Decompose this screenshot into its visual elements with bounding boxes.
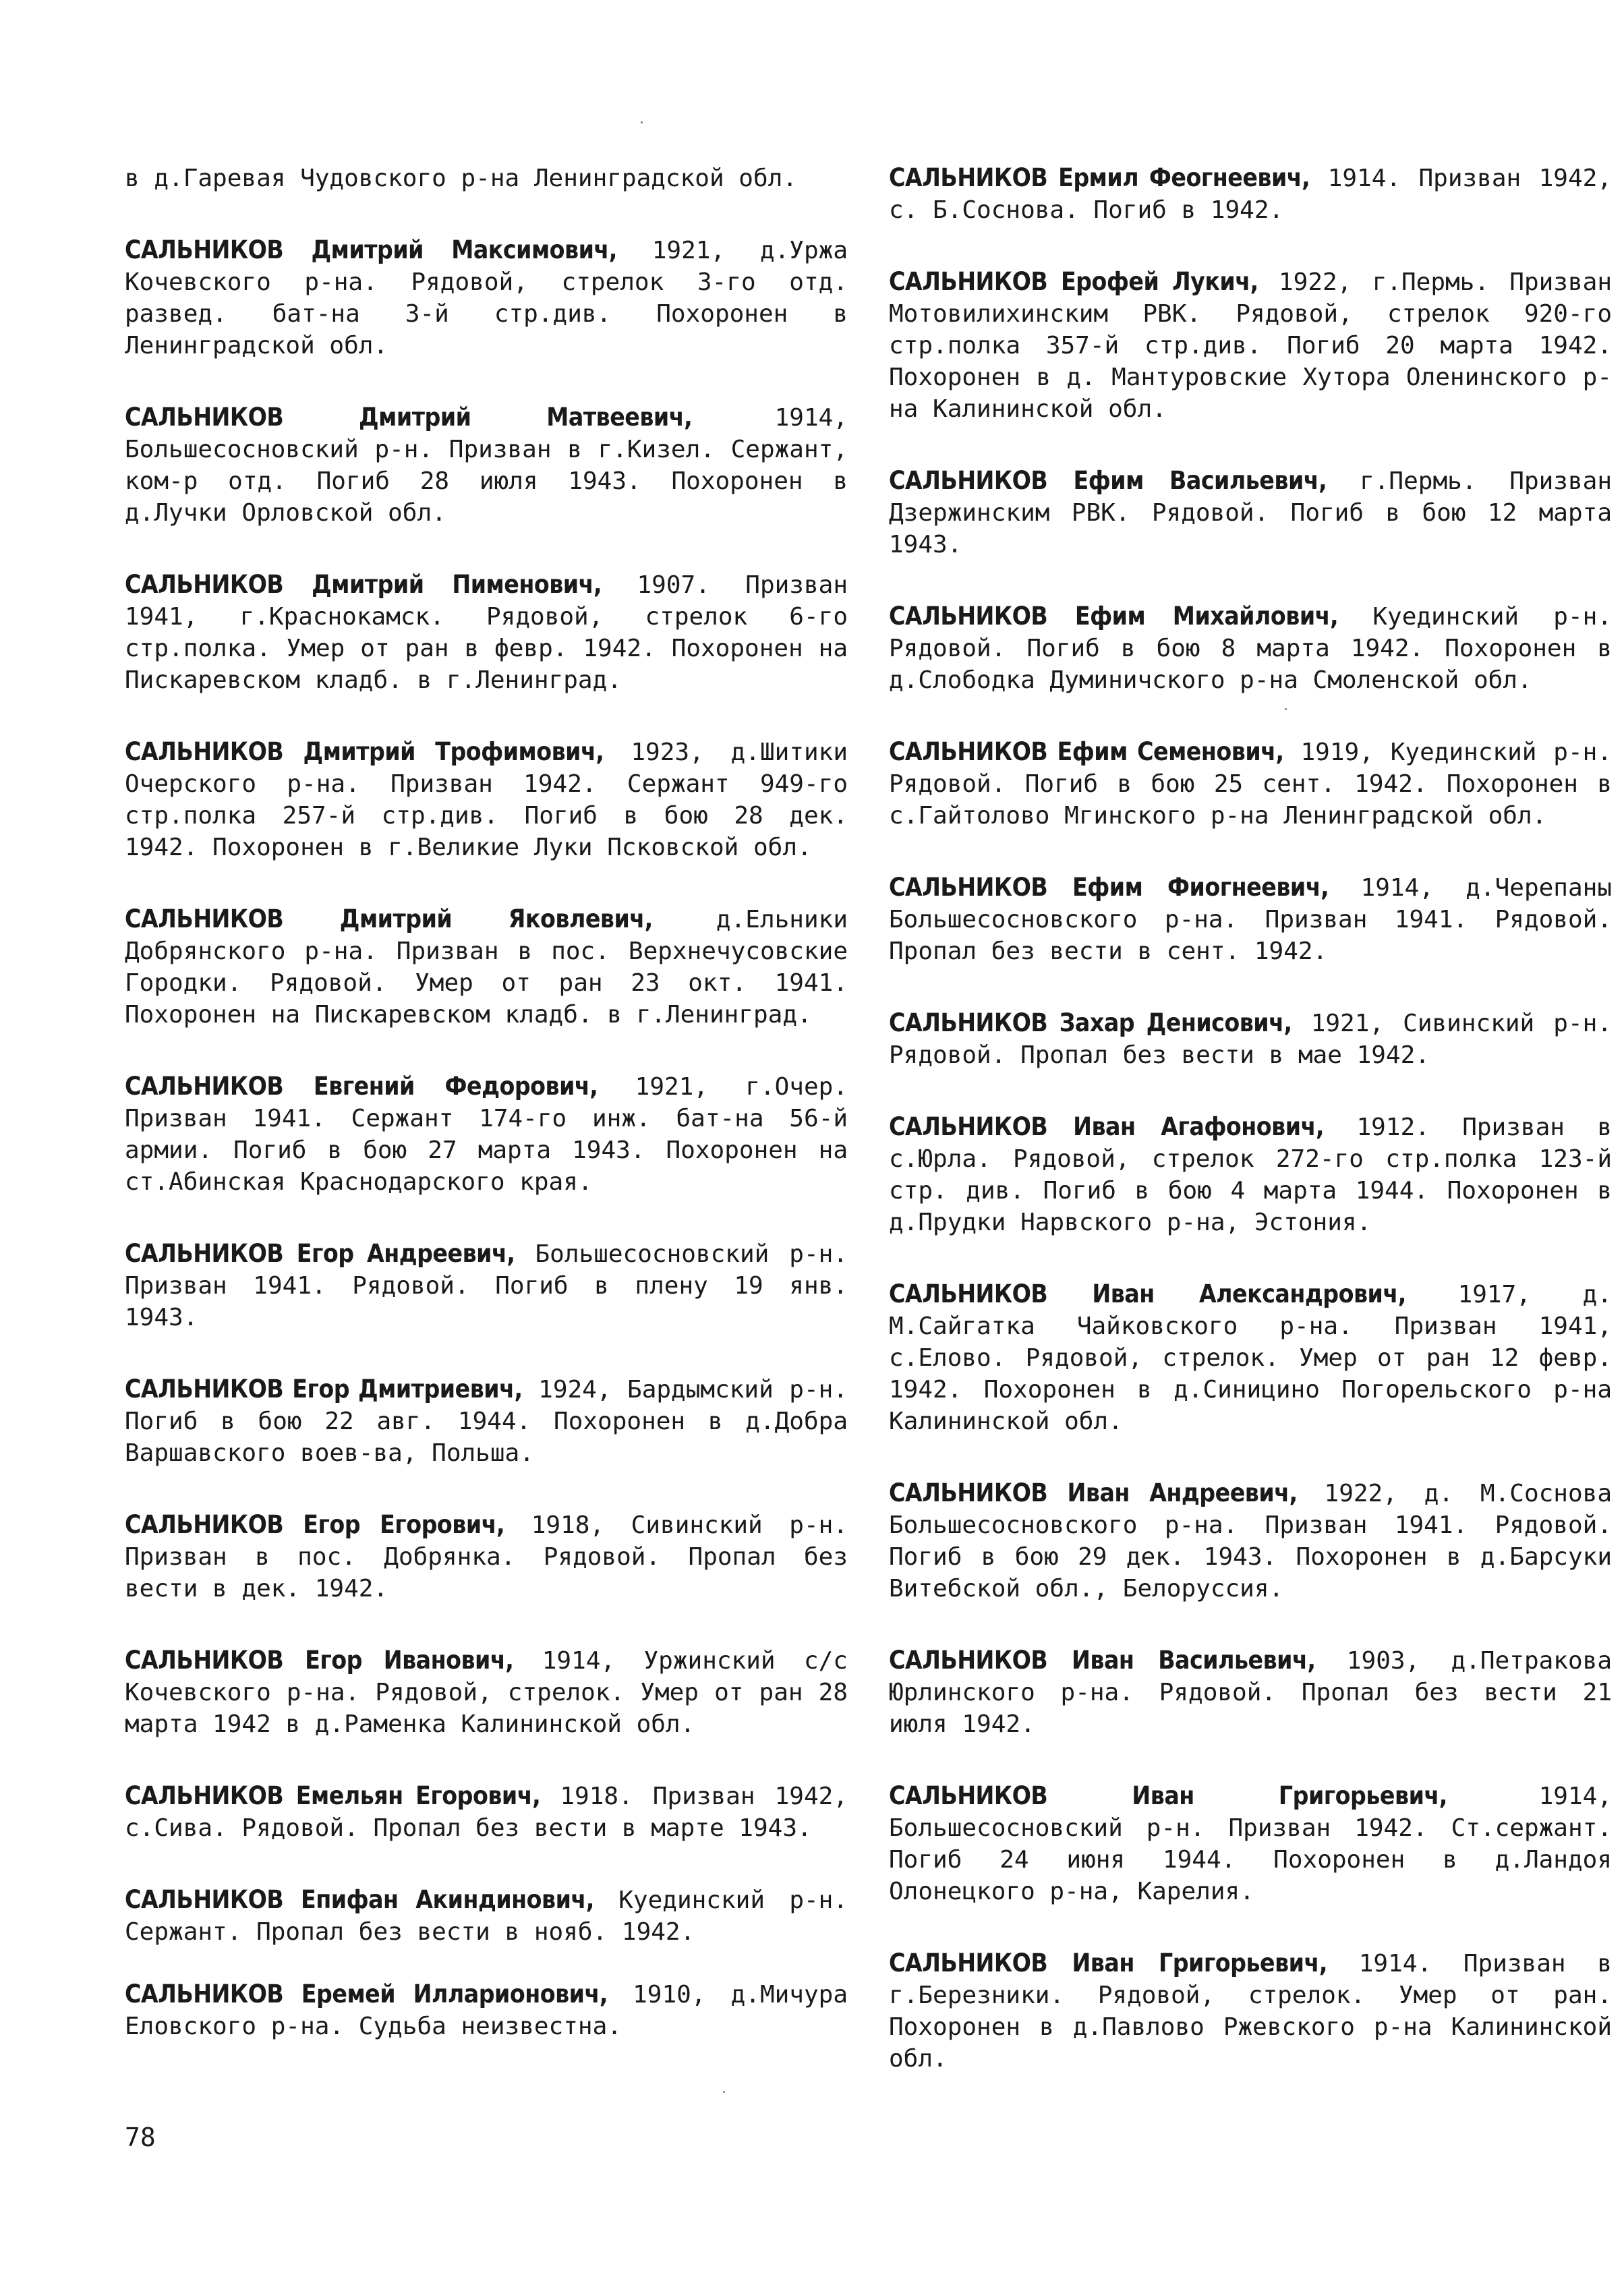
entry-text: 1910, д.Мичура Еловского р-на. Судьба неизвестна. — [125, 1981, 848, 2040]
entry-text: 1924, Бардымский р-н. Погиб в бою 22 авг. 1944. Похоронен в д.Добра Варшавского воев-ва, Польша. — [125, 1376, 848, 1467]
entry — [125, 1070, 848, 1198]
entry-text: 1907. Призван 1941, г.Краснокамск. Рядовой, стрелок 6-го стр.полка. Умер от ран в февр. 1942. Похоронен на Пискаревском кладб. в г.Ленинград. — [125, 571, 848, 694]
entry — [125, 1644, 848, 1740]
entry-text: 1918. Призван 1942, с.Сива. Рядовой. Пропал без вести в марте 1943. — [125, 1783, 848, 1842]
entry-name: САЛЬНИКОВ Дмитрий Яковлевич, — [125, 904, 653, 933]
entry-name: САЛЬНИКОВ Иван Андреевич, — [889, 1478, 1298, 1507]
entry — [125, 903, 848, 1031]
entry-name: САЛЬНИКОВ Ефим Васильевич, — [889, 466, 1327, 495]
entry-name: САЛЬНИКОВ Егор Дмитриевич, — [125, 1375, 523, 1404]
entry — [125, 736, 848, 863]
entry-text: г.Пермь. Призван Дзержинским РВК. Рядовой. Погиб в бою 12 марта 1943. — [889, 467, 1612, 558]
entry-text: 1914, Большесосновский р-н. Призван в г.Кизел. Сержант, ком-р отд. Погиб 28 июля 1943. Похоронен в д.Лучки Орловской обл. — [125, 404, 848, 527]
entry — [125, 1238, 848, 1333]
entry-name: САЛЬНИКОВ Дмитрий Пименович, — [125, 570, 602, 599]
entry — [125, 234, 848, 362]
entry-text: 1919, Куединский р-н. Рядовой. Погиб в бою 25 сент. 1942. Похоронен в с.Гайтолово Мгинского р-на Ленинградской обл. — [889, 739, 1612, 830]
entry-text: 1921, д.Уржа Кочевского р-на. Рядовой, стрелок 3-го отд. развед. бат-на 3-й стр.див. Похоронен в Ленинградской обл. — [125, 237, 848, 359]
entry-text: 1914. Призван в г.Березники. Рядовой, стрелок. Умер от ран. Похоронен в д.Павлово Ржевского р-на Калининской обл. — [889, 1950, 1612, 2073]
entry-name: САЛЬНИКОВ Иван Васильевич, — [889, 1646, 1316, 1675]
entry-name: САЛЬНИКОВ Дмитрий Максимович, — [125, 235, 617, 264]
entry-text: в д.Гаревая Чудовского р-на Ленинградской обл. — [125, 165, 797, 192]
entry-name: САЛЬНИКОВ Ефим Михайлович, — [889, 602, 1339, 631]
entry-name: САЛЬНИКОВ Иван Григорьевич, — [889, 1949, 1327, 1978]
entry-name: САЛЬНИКОВ Еремей Илларионович, — [125, 1980, 608, 2009]
entry — [889, 266, 1612, 425]
entry-text: 1914. Призван 1942, с. Б.Соснова. Погиб в 1942. — [889, 165, 1612, 224]
entry-text: Куединский р-н. Сержант. Пропал без вести в нояб. 1942. — [125, 1886, 848, 1946]
entry-text: 1914, д.Черепаны Большесосновского р-на. Призван 1941. Рядовой. Пропал без вести в сент. 1942. — [889, 874, 1612, 965]
entry-text: 1914, Большесосновский р-н. Призван 1942. Ст.сержант. Погиб 24 июня 1944. Похоронен в д.Ландоя Олонецкого р-на, Карелия. — [889, 1783, 1612, 1905]
entry — [889, 1780, 1612, 1907]
entry-name: САЛЬНИКОВ Егор Андреевич, — [125, 1239, 515, 1268]
entry — [889, 600, 1612, 696]
entry-name: САЛЬНИКОВ Дмитрий Матвеевич, — [125, 403, 693, 432]
entry-text: 1923, д.Шитики Очерского р-на. Призван 1942. Сержант 949-го стр.полка 257-й стр.див. Погиб в бою 28 дек. 1942. Похоронен в г.Великие Луки Псковской обл. — [125, 739, 848, 861]
entry-name: САЛЬНИКОВ Епифан Акиндинович, — [125, 1885, 594, 1914]
entry-text: д.Ельники Добрянского р-на. Призван в пос. Верхнечусовские Городки. Рядовой. Умер от ран 23 окт. 1941. Похоронен на Пискаревском кладб. в г.Ленинград. — [125, 906, 848, 1029]
entry-name: САЛЬНИКОВ Захар Денисович, — [889, 1008, 1292, 1037]
entry-name: САЛЬНИКОВ Емельян Егорович, — [125, 1781, 541, 1810]
entry-text: 1922, д. М.Соснова Большесосновского р-на. Призван 1941. Рядовой. Погиб в бою 29 дек. 1943. Похоронен в д.Барсуки Витебской обл., Белоруссия. — [889, 1480, 1612, 1603]
right-column — [889, 162, 1612, 2114]
entry-name: САЛЬНИКОВ Ефим Семенович, — [889, 737, 1284, 766]
entry — [889, 871, 1612, 967]
entry-name: САЛЬНИКОВ Ефим Фиогнеевич, — [889, 873, 1329, 902]
entry — [889, 1111, 1612, 1238]
entry — [125, 1373, 848, 1469]
entry — [889, 1007, 1612, 1071]
page-number: 78 — [125, 2123, 156, 2152]
entry — [125, 1884, 848, 1948]
entry-text: 1912. Призван в с.Юрла. Рядовой, стрелок 272-го стр.полка 123-й стр. див. Погиб в бою 4 марта 1944. Похоронен в д.Прудки Нарвского р-на, Эстония. — [889, 1114, 1613, 1236]
entry — [125, 162, 848, 194]
entry-text: 1921, г.Очер. Призван 1941. Сержант 174-го инж. бат-на 56-й армии. Погиб в бою 27 марта 1943. Похоронен на ст.Абинская Краснодарского края. — [125, 1073, 848, 1196]
entry — [889, 1947, 1612, 2075]
entry-name: САЛЬНИКОВ Евгений Федорович, — [125, 1072, 598, 1101]
entry-text: Большесосновский р-н. Призван 1941. Рядовой. Погиб в плену 19 янв. 1943. — [125, 1240, 848, 1331]
print-speck — [723, 2091, 725, 2093]
entry-name: САЛЬНИКОВ Егор Иванович, — [125, 1646, 514, 1675]
entry-name: САЛЬНИКОВ Ермил Феогнеевич, — [889, 163, 1310, 192]
entry-name: САЛЬНИКОВ Дмитрий Трофимович, — [125, 737, 604, 766]
entry-text: 1918, Сивинский р-н. Призван в пос. Добрянка. Рядовой. Пропал без вести в дек. 1942. — [125, 1511, 848, 1603]
entry — [125, 401, 848, 529]
entry-text: 1922, г.Пермь. Призван Мотовилихинским РВК. Рядовой, стрелок 920-го стр.полка 357-й стр.див. Погиб 20 марта 1942. Похоронен в д. Мантуровские Хутора Оленинского р-на Калининской обл. — [889, 268, 1612, 423]
entry — [125, 569, 848, 696]
print-speck — [641, 121, 643, 123]
entry — [125, 1978, 848, 2042]
entry-name: САЛЬНИКОВ Ерофей Лукич, — [889, 267, 1258, 296]
entry-name: САЛЬНИКОВ Иван Александрович, — [889, 1279, 1406, 1308]
entry — [889, 465, 1612, 560]
entry — [125, 1509, 848, 1605]
entry-text: 1921, Сивинский р-н. Рядовой. Пропал без вести в мае 1942. — [889, 1010, 1612, 1069]
entry-name: САЛЬНИКОВ Егор Егорович, — [125, 1510, 505, 1539]
entry-text: Куединский р-н. Рядовой. Погиб в бою 8 марта 1942. Похоронен в д.Слободка Думиничского р-на Смоленской обл. — [889, 603, 1612, 694]
entry — [889, 1477, 1612, 1605]
entry-name: САЛЬНИКОВ Иван Агафонович, — [889, 1112, 1325, 1141]
entry-text: 1917, д. М.Сайгатка Чайковского р-на. Призван 1941, с.Елово. Рядовой, стрелок. Умер от ран 12 февр. 1942. Похоронен в д.Синицино Погорельского р-на Калининской обл. — [889, 1281, 1612, 1435]
entry — [125, 1780, 848, 1844]
entry-text: 1914, Уржинский с/с Кочевского р-на. Рядовой, стрелок. Умер от ран 28 марта 1942 в д.Раменка Калининской обл. — [125, 1647, 848, 1738]
print-speck — [1285, 708, 1287, 710]
entry — [889, 1644, 1612, 1740]
entry — [889, 162, 1612, 226]
entry — [889, 736, 1612, 832]
entry — [889, 1278, 1612, 1437]
entry-text: 1903, д.Петракова Юрлинского р-на. Рядовой. Пропал без вести 21 июля 1942. — [889, 1647, 1612, 1738]
left-column — [125, 162, 848, 2082]
entry-name: САЛЬНИКОВ Иван Григорьевич, — [889, 1781, 1447, 1810]
